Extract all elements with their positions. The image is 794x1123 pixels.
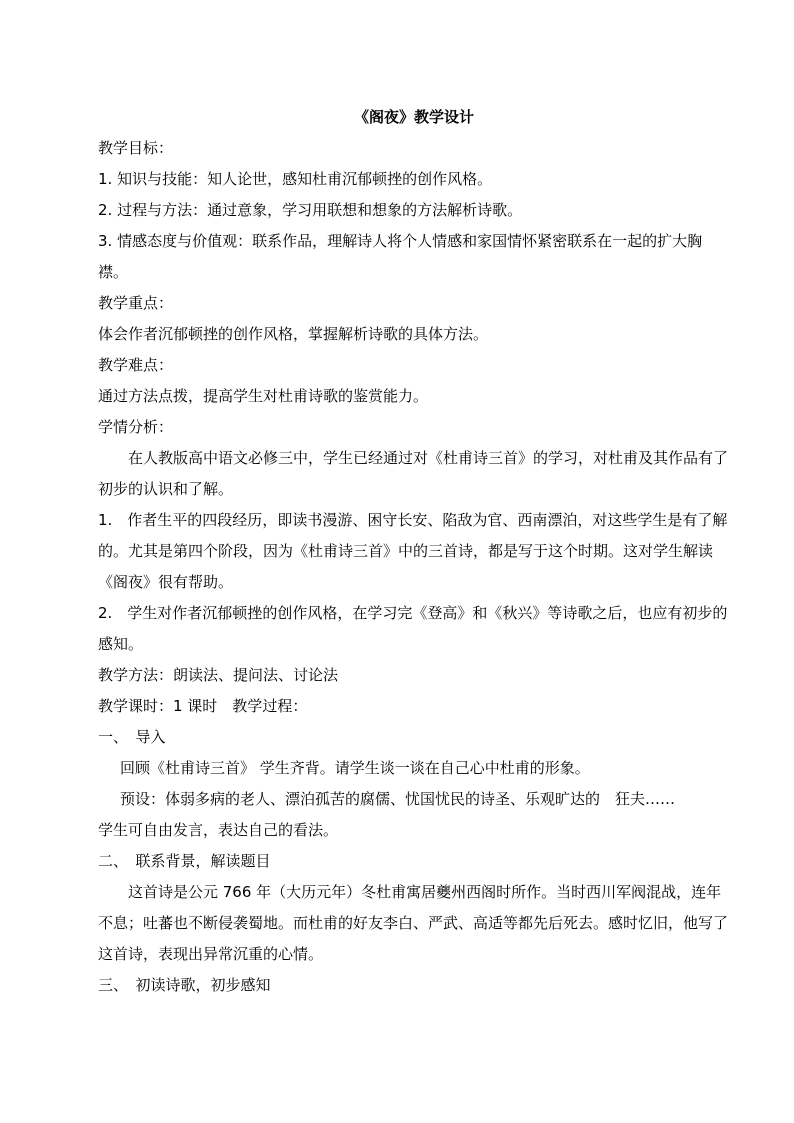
teaching-methods: 教学方法：朗读法、提问法、讨论法 [98, 666, 339, 684]
section-1-review: 回顾《杜甫诗三首》 学生齐背。请学生谈一谈在自己心中杜甫的形象。 [120, 759, 590, 777]
section-1-preset: 预设：体弱多病的老人、漂泊孤苦的腐儒、忧国忧民的诗圣、乐观旷达的 狂夫…… [120, 790, 676, 808]
goals-heading: 教学目标： [98, 139, 174, 157]
analysis-item-2: 2. 学生对作者沉郁顿挫的创作风格，在学习完《登高》和《秋兴》等诗歌之后，也应有初步的感知。 [98, 604, 728, 653]
section-2-paragraph: 这首诗是公元 766 年（大历元年）冬杜甫寓居夔州西阁时所作。当时西川军阀混战，连年不息；吐蕃也不断侵袭蜀地。而杜甫的好友李白、严武、高适等都先后死去。感时忆旧，他写了这首诗，表现出异常沉重的心情。 [98, 883, 729, 963]
section-2-heading: 二、 联系背景，解读题目 [98, 852, 271, 870]
difficulty-heading: 教学难点： [98, 356, 174, 374]
goal-1: 1. 知识与技能：知人论世，感知杜甫沉郁顿挫的创作风格。 [98, 170, 493, 188]
goal-3: 3. 情感态度与价值观：联系作品，理解诗人将个人情感和家国情怀紧密联系在一起的扩大胸襟。 [98, 232, 703, 281]
goal-2: 2. 过程与方法：通过意象，学习用联想和想象的方法解析诗歌。 [98, 201, 523, 219]
analysis-paragraph: 在人教版高中语文必修三中，学生已经通过对《杜甫诗三首》的学习，对杜甫及其作品有了初步的认识和了解。 [98, 449, 729, 498]
section-1-discussion: 学生可自由发言，表达自己的看法。 [98, 821, 339, 839]
analysis-heading: 学情分析： [98, 418, 174, 436]
document-title: 《阁夜》教学设计 [353, 108, 474, 126]
section-1-heading: 一、 导入 [98, 728, 166, 746]
analysis-item-1: 1. 作者生平的四段经历，即读书漫游、困守长安、陷敌为官、西南漂泊，对这些学生是有了解的。尤其是第四个阶段，因为《杜甫诗三首》中的三首诗，都是写于这个时期。这对学生解读《阁夜》很有帮助。 [98, 511, 728, 591]
key-points: 体会作者沉郁顿挫的创作风格，掌握解析诗歌的具体方法。 [98, 325, 489, 343]
section-3-heading: 三、 初读诗歌，初步感知 [98, 976, 271, 994]
difficulty: 通过方法点拨，提高学生对杜甫诗歌的鉴赏能力。 [98, 387, 429, 405]
key-points-heading: 教学重点： [98, 294, 174, 312]
document-body [98, 98, 730, 1001]
teaching-hours: 教学课时：1 课时 教学过程： [98, 697, 308, 715]
